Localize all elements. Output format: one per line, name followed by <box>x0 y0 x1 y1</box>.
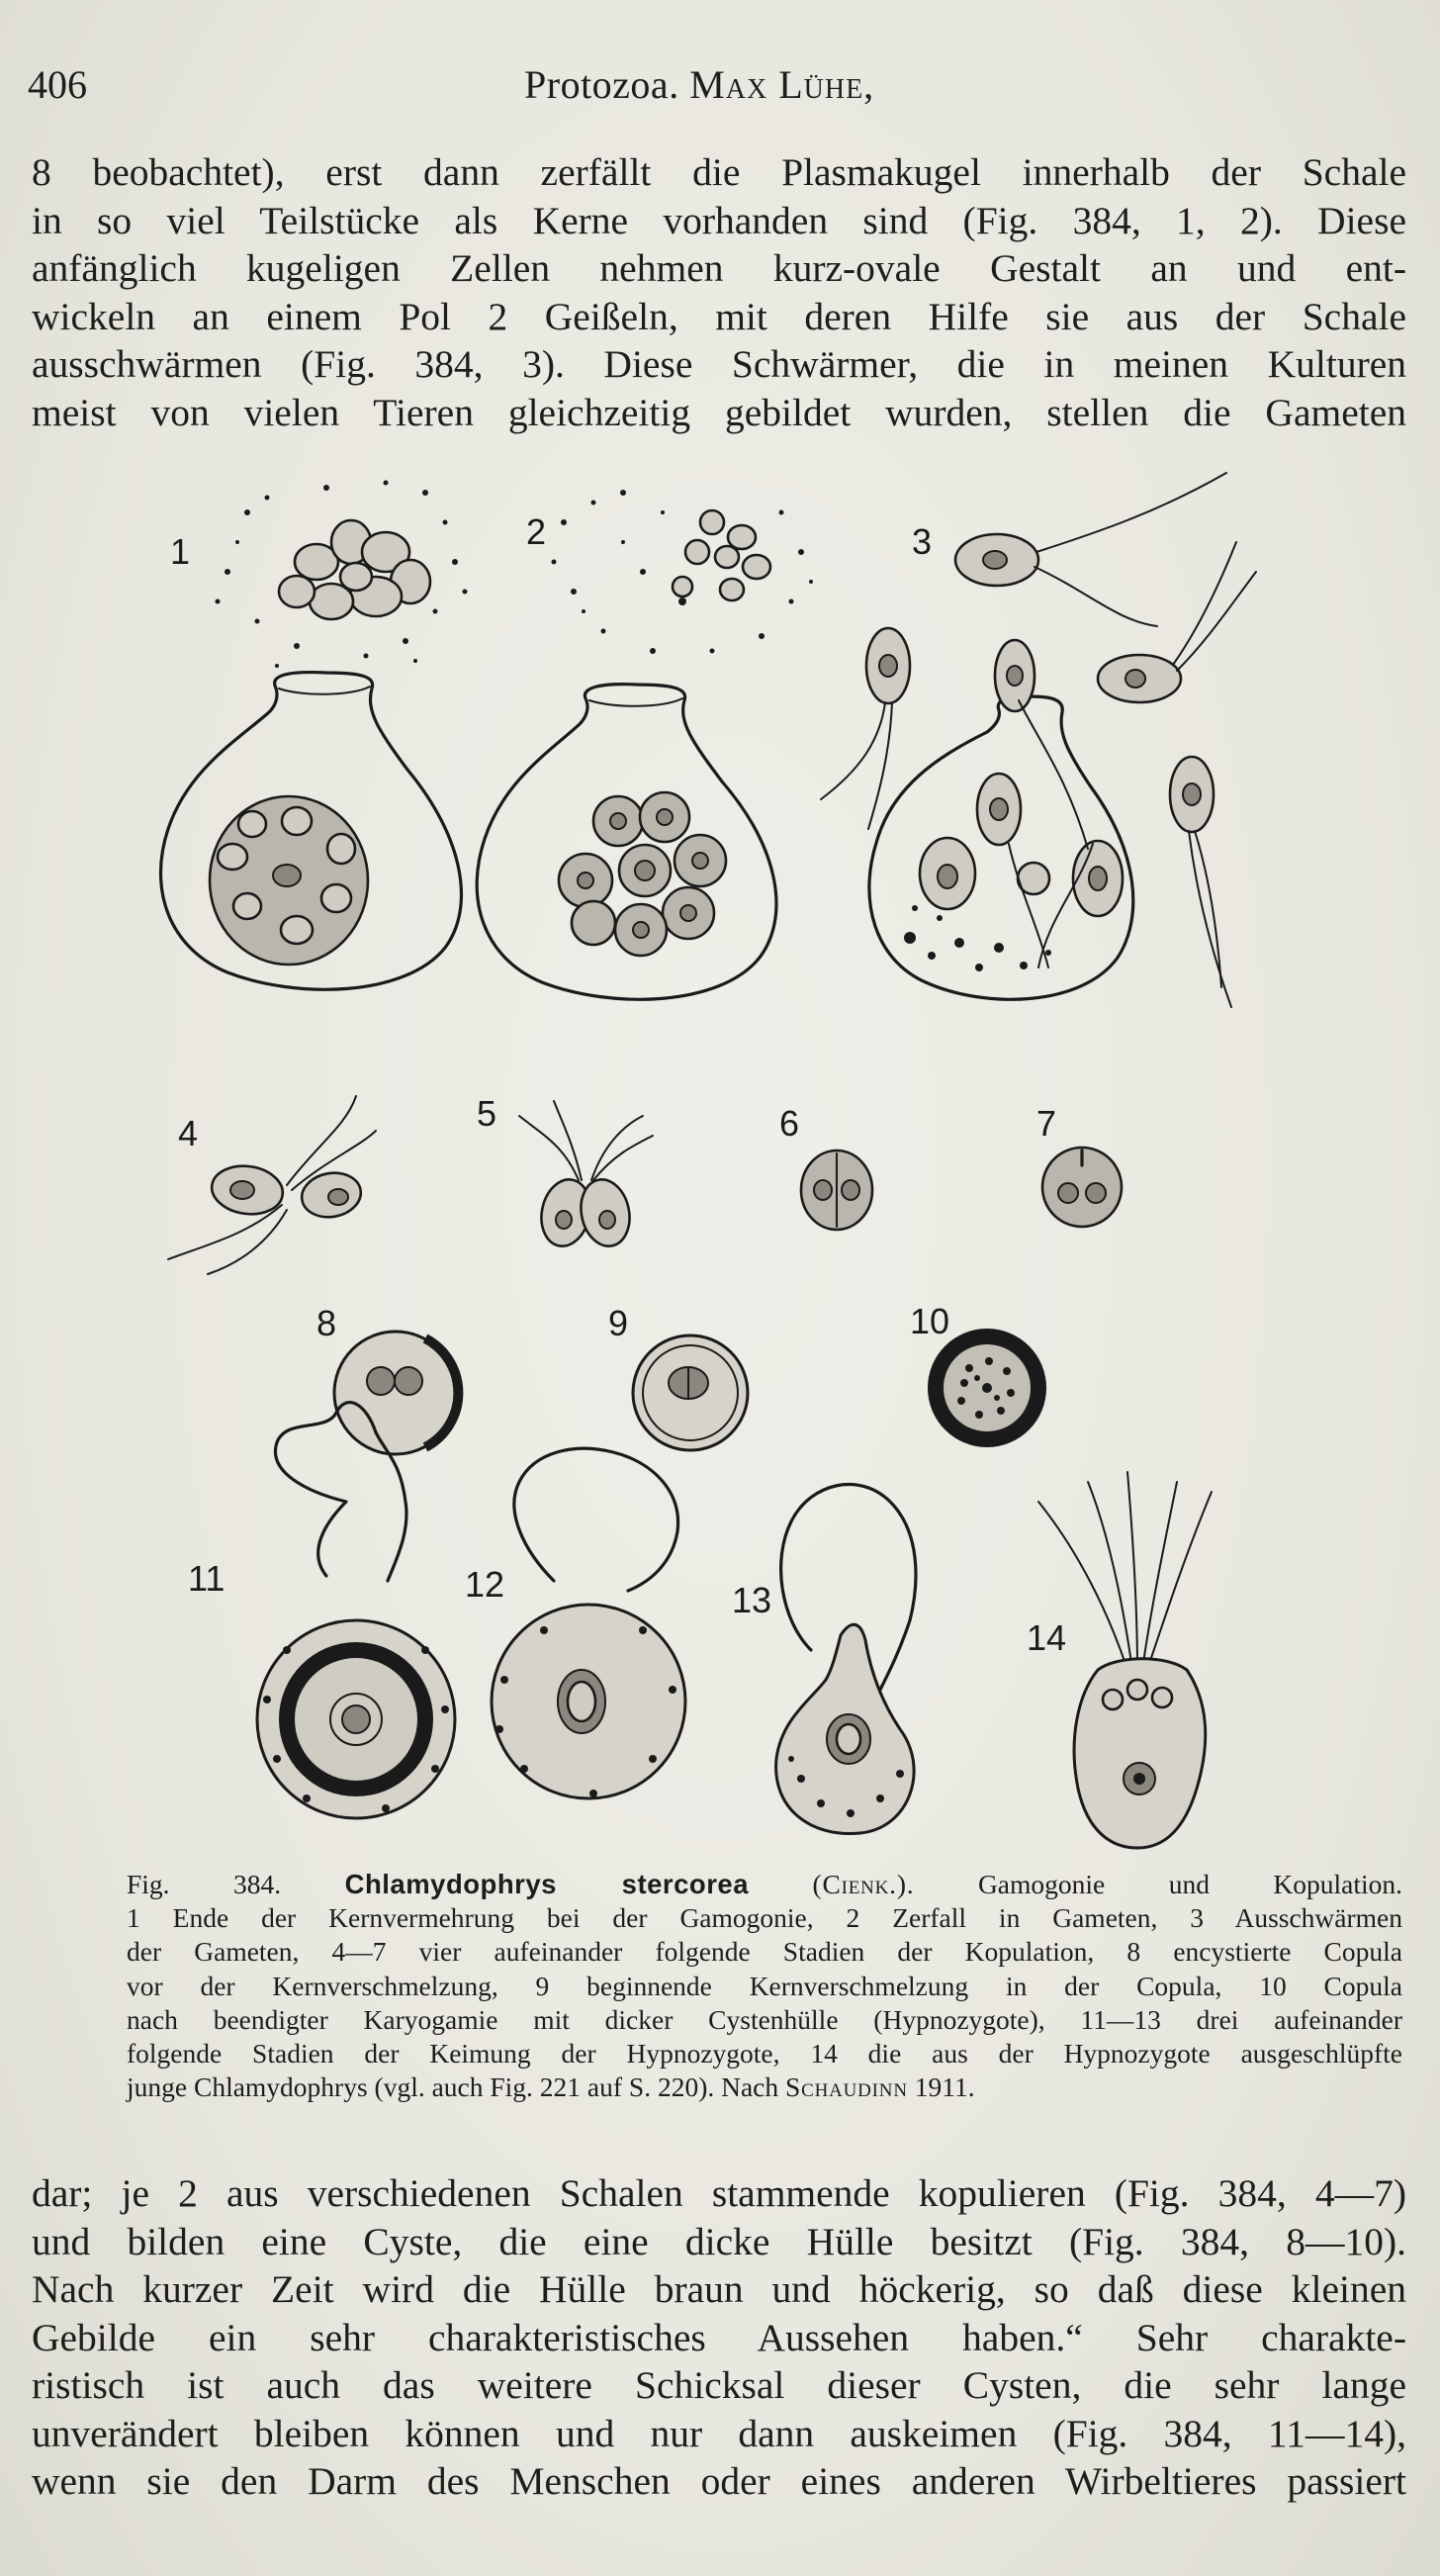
figure-label-3: 3 <box>912 521 933 562</box>
caption-line-last <box>127 2070 1402 2104</box>
running-head-author: Max Lühe, <box>689 62 875 107</box>
figure-number: Fig. 384. <box>127 1869 282 1899</box>
stage-1-cluster <box>279 520 430 619</box>
running-head-prefix: Protozoa. <box>524 62 679 107</box>
text-line: dar; je 2 aus verschiedenen Schalen stammende kopulieren (Fig. 384, 4—7) <box>32 2171 1406 2215</box>
figure-label-12: 12 <box>465 1564 505 1605</box>
stage-10-drawing <box>928 1329 1046 1447</box>
figure-label-11: 11 <box>188 1558 225 1599</box>
stage-11-drawing <box>257 1403 455 1818</box>
figure-illustration <box>129 453 1315 1868</box>
figure-label-1: 1 <box>170 531 191 572</box>
stage-13-drawing <box>776 1485 916 1834</box>
text-line: und bilden eine Cyste, die eine dicke Hülle besitzt (Fig. 384, 8—10). <box>32 2219 1406 2263</box>
stage-3-drawing <box>821 473 1256 1007</box>
paragraph-top <box>32 148 1406 436</box>
figure-label-14: 14 <box>1027 1617 1067 1658</box>
stage-4-drawing <box>168 1096 376 1274</box>
text-line: ristisch ist auch das weitere Schicksal dieser Cysten, die sehr lange <box>32 2363 1406 2407</box>
text-line: meist von vielen Tieren gleichzeitig gebildet wurden, stellen die Gameten <box>32 390 1406 434</box>
stage-2-shell-opening <box>589 698 682 706</box>
running-head <box>524 61 874 108</box>
caption-line: der Gameten, 4—7 vier aufeinander folgende Stadien der Kopulation, 8 encystierte Copula <box>127 1936 1402 1968</box>
figure-label-6: 6 <box>779 1103 800 1144</box>
stage-2-granules <box>552 490 814 654</box>
figure-label-9: 9 <box>608 1303 629 1343</box>
text-line: unverändert bleiben können und nur dann auskeimen (Fig. 384, 11—14), <box>32 2411 1406 2455</box>
figure-label-5: 5 <box>477 1093 497 1134</box>
stage-1-drawing <box>161 481 468 990</box>
stage-7-drawing <box>1042 1148 1122 1227</box>
text-line: anfänglich kugeligen Zellen nehmen kurz-ovale Gestalt an und ent- <box>32 246 1406 290</box>
caption-line: nach beendigter Karyogamie mit dicker Cystenhülle (Hypnozygote), 11—13 drei aufeinander <box>127 2003 1402 2035</box>
stage-14-drawing <box>1038 1472 1212 1848</box>
caption-line: folgende Stadien der Keimung der Hypnozygote, 14 die aus der Hypnozygote ausgeschlüpfte <box>127 2038 1402 2070</box>
text-line: in so viel Teilstücke als Kerne vorhanden sind (Fig. 384, 1, 2). Diese <box>32 198 1406 242</box>
caption-line: vor der Kernverschmelzung, 9 beginnende Kernverschmelzung in der Copula, 10 Copula <box>127 1970 1402 2001</box>
stage-3-granules <box>904 905 1051 971</box>
page-header <box>28 61 1412 121</box>
caption-line-1 <box>127 1868 1402 1901</box>
figure-label-13: 13 <box>732 1580 772 1620</box>
stage-12-drawing <box>492 1448 685 1798</box>
text-line: Gebilde ein sehr charakteristisches Aussehen haben.“ Sehr charakte- <box>32 2315 1406 2359</box>
stage-3-swimmers <box>821 473 1256 1007</box>
caption-line: 1 Ende der Kernvermehrung bei der Gamogonie, 2 Zerfall in Gameten, 3 Ausschwärmen <box>127 1902 1402 1934</box>
text-line: ausschwärmen (Fig. 384, 3). Diese Schwärmer, die in meinen Kulturen <box>32 342 1406 386</box>
figure-label-4: 4 <box>178 1113 199 1153</box>
species-authority: (Cienk.). <box>812 1869 915 1899</box>
text-line: wickeln an einem Pol 2 Geißeln, mit deren Hilfe sie aus der Schale <box>32 294 1406 338</box>
caption-source-year: 1911. <box>914 2071 975 2103</box>
figure-384 <box>129 453 1315 1868</box>
stage-6-drawing <box>801 1150 872 1230</box>
stage-2-drawing <box>477 490 813 999</box>
text-line: 8 beobachtet), erst dann zerfällt die Plasmakugel innerhalb der Schale <box>32 150 1406 194</box>
figure-label-8: 8 <box>316 1303 337 1343</box>
caption-last-text: junge Chlamydophrys (vgl. auch Fig. 221 auf S. 220). Nach <box>127 2071 779 2103</box>
page-number: 406 <box>28 62 87 107</box>
figure-caption <box>127 1868 1402 2104</box>
stage-8-drawing <box>334 1332 458 1454</box>
stage-5-drawing <box>519 1101 653 1250</box>
stage-1-shell-opening <box>279 687 370 694</box>
species-name: Chlamydophrys stercorea <box>344 1869 750 1899</box>
paragraph-bottom <box>32 2169 1406 2506</box>
text-line: Nach kurzer Zeit wird die Hülle braun und höckerig, so daß diese kleinen <box>32 2267 1406 2311</box>
stage-2-cluster <box>673 510 770 600</box>
figure-label-7: 7 <box>1036 1103 1057 1144</box>
text-line: wenn sie den Darm des Menschen oder eines anderen Wirbeltieres passiert <box>32 2459 1406 2503</box>
stage-2-gametes <box>559 792 726 956</box>
stage-9-drawing <box>633 1335 748 1450</box>
caption-source-author: Schaudinn <box>785 2071 908 2103</box>
figure-label-10: 10 <box>910 1301 950 1341</box>
figure-label-2: 2 <box>526 511 547 552</box>
caption-subject: Gamogonie und Kopulation. <box>977 1869 1403 1899</box>
